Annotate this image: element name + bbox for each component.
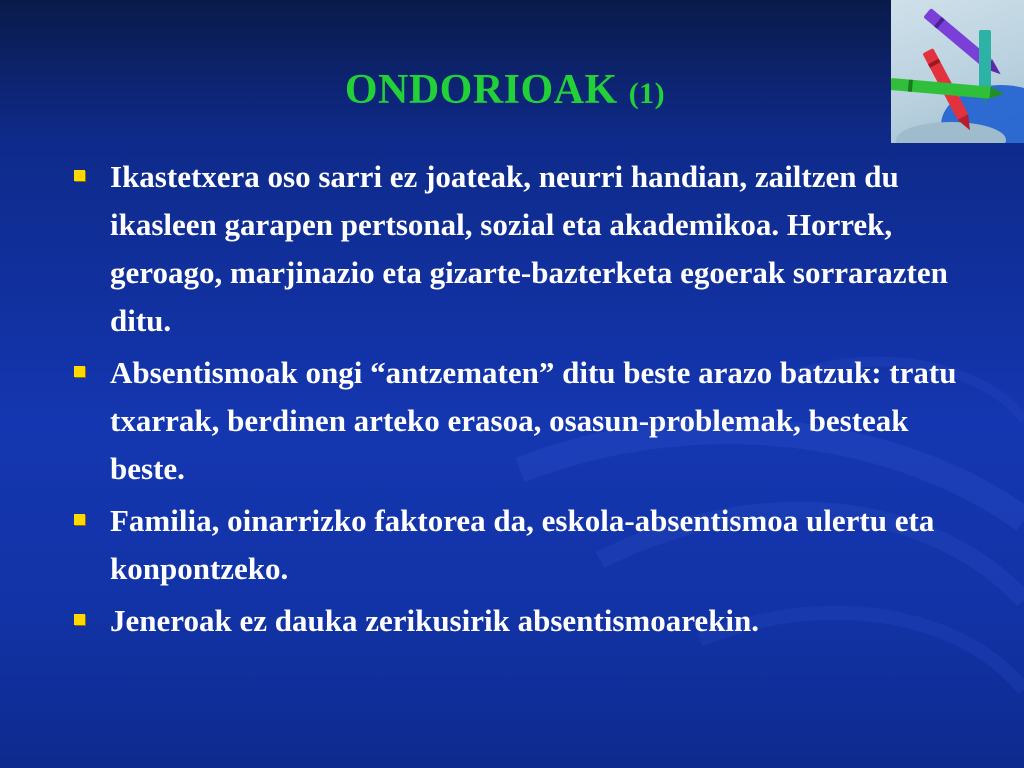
bullet-square-icon [74, 614, 85, 625]
bullet-item [72, 153, 972, 345]
bullet-text: Jeneroak ez dauka zerikusirik absentismoarekin. [110, 603, 760, 638]
title-number: (1) [628, 77, 666, 111]
bullet-item [72, 597, 972, 645]
bullet-text: Ikastetxera oso sarri ez joateak, neurri handian, zailtzen du ikasleen garapen pertsonal, sozial eta akademikoa. Horrek, geroago, marjinazio eta gizarte-bazterketa egoerak sorrarazten ditu. [110, 159, 948, 338]
bullet-item [72, 497, 972, 593]
bullet-square-icon [74, 366, 85, 377]
crayons-icon [891, 0, 1024, 143]
bullet-square-icon [74, 514, 85, 525]
bullet-text: Familia, oinarrizko faktorea da, eskola-absentismoa ulertu eta konpontzeko. [110, 503, 935, 586]
slide-title [0, 66, 1010, 114]
bullet-item [72, 349, 972, 493]
bullet-text: Absentismoak ongi “antzematen” ditu beste arazo batzuk: tratu txarrak, berdinen arteko erasoa, osasun-problemak, besteak beste. [110, 355, 957, 486]
title-text: ONDORIOAK [344, 67, 618, 114]
bullet-square-icon [74, 170, 85, 181]
bullet-list [72, 153, 972, 649]
